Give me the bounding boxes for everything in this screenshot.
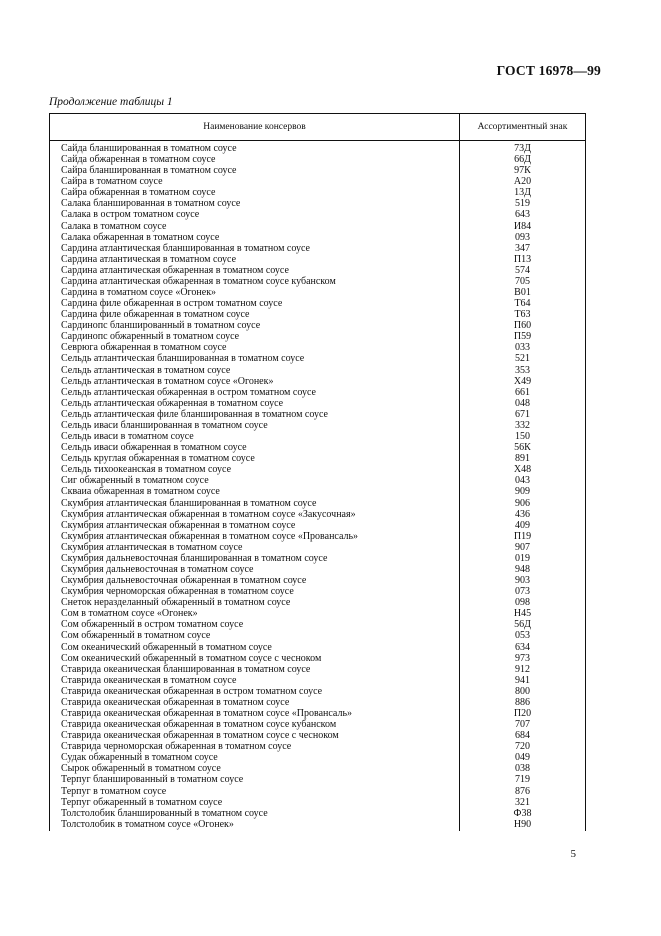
assortment-code: 671 (515, 408, 530, 420)
product-name: Толстолобик в томатном соусе «Огонек» (61, 818, 234, 830)
product-name: Сом обжаренный в томатном соусе (61, 630, 211, 642)
assortment-code: П60 (513, 320, 532, 332)
product-name: Терпуг в томатном соусе (61, 785, 167, 797)
assortment-code: П13 (513, 253, 532, 265)
assortment-code: 13Д (514, 187, 531, 199)
products-table (49, 113, 586, 831)
table-row (50, 509, 585, 520)
assortment-code: 574 (515, 264, 530, 276)
assortment-code: 353 (515, 364, 530, 376)
assortment-code: 886 (515, 696, 530, 708)
table-row (50, 265, 585, 276)
product-name: Скумбрия дальневосточная в томатном соусе (61, 563, 254, 575)
table-row (50, 719, 585, 730)
table-row (50, 542, 585, 553)
table-row (50, 442, 585, 453)
product-name: Скумбрия атлантическая обжаренная в томатном соусе «Закусочная» (61, 508, 356, 520)
table-row (50, 464, 585, 475)
assortment-code: Н45 (513, 608, 532, 620)
assortment-code: 661 (515, 386, 530, 398)
assortment-code: 906 (515, 497, 530, 509)
assortment-code: 876 (515, 785, 530, 797)
product-name: Сельдь атлантическая в томатном соусе (61, 364, 231, 376)
product-name: Сельдь иваси в томатном соусе (61, 431, 194, 443)
product-name: Сырок обжаренный в томатном соусе (61, 763, 221, 775)
table-row (50, 642, 585, 653)
assortment-code: 093 (515, 231, 530, 243)
assortment-code: 332 (515, 419, 530, 431)
product-name: Сардинопс обжаренный в томатном соусе (61, 331, 240, 343)
product-name: Сельдь иваси бланшированная в томатном соусе (61, 419, 268, 431)
assortment-code: П20 (513, 707, 532, 719)
product-name: Ставрида океаническая обжаренная в томатном соусе кубанском (61, 719, 337, 731)
table-row (50, 686, 585, 697)
table-row (50, 176, 585, 187)
table-row (50, 365, 585, 376)
product-name: Сельдь атлантическая филе бланшированная в томатном соусе (61, 408, 328, 420)
product-name: Сайра в томатном соусе (61, 176, 163, 188)
table-row (50, 741, 585, 752)
product-name: Сардина атлантическая обжаренная в томатном соусе (61, 264, 289, 276)
product-name: Ставрида океаническая обжаренная в томатном соусе с чесноком (61, 730, 339, 742)
assortment-code: 053 (515, 630, 530, 642)
table-continuation-caption: Продолжение таблицы 1 (49, 96, 173, 108)
assortment-code: Н90 (513, 818, 532, 830)
table-row (50, 420, 585, 431)
table-row (50, 586, 585, 597)
assortment-code: 891 (515, 453, 530, 465)
table-row (50, 209, 585, 220)
assortment-code: 948 (515, 563, 530, 575)
product-name: Скумбрия дальневосточная бланшированная в томатном соусе (61, 552, 328, 564)
table-row (50, 797, 585, 808)
product-name: Салака в остром томатном соусе (61, 209, 200, 221)
table-header (50, 114, 585, 141)
assortment-code: 643 (515, 209, 530, 221)
table-row (50, 198, 585, 209)
table-row (50, 243, 585, 254)
assortment-code: 707 (515, 719, 530, 731)
table-row (50, 664, 585, 675)
product-name: Салака обжаренная в томатном соусе (61, 231, 220, 243)
assortment-code: 048 (515, 397, 530, 409)
product-name: Сом в томатном соусе «Огонек» (61, 608, 198, 620)
product-name: Толстолобик бланшированный в томатном соусе (61, 807, 268, 819)
table-row (50, 475, 585, 486)
product-name: Сардина атлантическая бланшированная в томатном соусе (61, 242, 310, 254)
product-name: Сардина атлантическая обжаренная в томатном соусе кубанском (61, 275, 336, 287)
assortment-code: 907 (515, 541, 530, 553)
product-name: Ставрида океаническая обжаренная в остром томатном соусе (61, 685, 323, 697)
product-name: Сельдь тихоокеанская в томатном соусе (61, 464, 232, 476)
assortment-code: 347 (515, 242, 530, 254)
assortment-code: 098 (515, 597, 530, 609)
table-body (50, 143, 585, 830)
table-row (50, 498, 585, 509)
assortment-code: 705 (515, 275, 530, 287)
product-name: Сардинопс бланшированный в томатном соусе (61, 320, 261, 332)
product-name: Терпуг обжаренный в томатном соусе (61, 796, 223, 808)
assortment-code: 150 (515, 431, 530, 443)
product-name: Сардина филе обжаренная в остром томатном соусе (61, 298, 283, 310)
assortment-code: 56Д (514, 619, 531, 631)
product-name: Скумбрия дальневосточная обжаренная в томатном соусе (61, 575, 307, 587)
assortment-code: 409 (515, 519, 530, 531)
product-name: Сайда обжаренная в томатном соусе (61, 154, 216, 166)
assortment-code: 634 (515, 641, 530, 653)
table-row (50, 708, 585, 719)
product-name: Сельдь круглая обжаренная в томатном соусе (61, 453, 255, 465)
table-row (50, 143, 585, 154)
assortment-code: 909 (515, 486, 530, 498)
assortment-code: 038 (515, 763, 530, 775)
table-row (50, 564, 585, 575)
product-name: Сайда бланшированная в томатном соусе (61, 143, 237, 154)
assortment-code: 903 (515, 575, 530, 587)
product-name: Ставрида океаническая обжаренная в томатном соусе (61, 696, 290, 708)
table-row (50, 187, 585, 198)
product-name: Скумбрия атлантическая обжаренная в томатном соусе (61, 519, 296, 531)
product-name: Судак обжаренный в томатном соусе (61, 752, 218, 764)
table-row (50, 597, 585, 608)
table-row (50, 575, 585, 586)
table-row (50, 486, 585, 497)
table-row (50, 630, 585, 641)
table-row (50, 276, 585, 287)
table-row (50, 697, 585, 708)
table-row (50, 653, 585, 664)
product-name: Сельдь иваси обжаренная в томатном соусе (61, 442, 247, 454)
product-name: Ставрида океаническая бланшированная в томатном соусе (61, 663, 311, 675)
assortment-code: 321 (515, 796, 530, 808)
table-row (50, 409, 585, 420)
table-row (50, 520, 585, 531)
product-name: Салака в томатном соусе (61, 220, 167, 232)
assortment-code: 941 (515, 674, 530, 686)
table-row (50, 353, 585, 364)
table-row (50, 298, 585, 309)
product-name: Сом обжаренный в остром томатном соусе (61, 619, 244, 631)
product-name: Скваиа обжаренная в томатном соусе (61, 486, 220, 498)
assortment-code: П19 (513, 530, 532, 542)
product-name: Севрюга обжаренная в томатном соусе (61, 342, 227, 354)
assortment-code: 519 (515, 198, 530, 210)
assortment-code: 66Д (514, 154, 531, 166)
assortment-code: Х48 (513, 464, 532, 476)
assortment-code: Т63 (514, 309, 531, 321)
table-row (50, 730, 585, 741)
table-row (50, 342, 585, 353)
product-name: Сельдь атлантическая обжаренная в остром томатном соусе (61, 386, 316, 398)
assortment-code: В01 (514, 287, 531, 299)
assortment-code: 033 (515, 342, 530, 354)
product-name: Сельдь атлантическая бланшированная в томатном соусе (61, 353, 305, 365)
page-number: 5 (570, 848, 576, 860)
product-name: Сайра обжаренная в томатном соусе (61, 187, 216, 199)
assortment-code: 049 (515, 752, 530, 764)
assortment-code: И84 (513, 220, 532, 232)
assortment-code: 684 (515, 730, 530, 742)
table-row (50, 553, 585, 564)
assortment-code: 043 (515, 475, 530, 487)
table-row (50, 376, 585, 387)
product-name: Сельдь атлантическая обжаренная в томатном соусе (61, 397, 284, 409)
table-row (50, 309, 585, 320)
product-name: Ставрида черноморская обжаренная в томатном соусе (61, 741, 292, 753)
product-name: Сом океанический обжаренный в томатном соусе (61, 641, 272, 653)
assortment-code: Ф38 (513, 807, 532, 819)
product-name: Сельдь атлантическая в томатном соусе «Огонек» (61, 375, 274, 387)
assortment-code: 436 (515, 508, 530, 520)
assortment-code: Х49 (513, 375, 532, 387)
table-row (50, 287, 585, 298)
table-row (50, 431, 585, 442)
table-row (50, 320, 585, 331)
column-header-name: Наименование консервов (203, 122, 306, 132)
assortment-code: 019 (515, 552, 530, 564)
table-row (50, 675, 585, 686)
product-name: Сардина филе обжаренная в томатном соусе (61, 309, 250, 321)
assortment-code: 912 (515, 663, 530, 675)
assortment-code: 073 (515, 586, 530, 598)
table-row (50, 619, 585, 630)
table-row (50, 763, 585, 774)
product-name: Сом океанический обжаренный в томатном соусе с чесноком (61, 652, 322, 664)
assortment-code: 521 (515, 353, 530, 365)
product-name: Скумбрия черноморская обжаренная в томатном соусе (61, 586, 294, 598)
standard-number: ГОСТ 16978—99 (496, 63, 601, 78)
product-name: Сардина атлантическая в томатном соусе (61, 253, 237, 265)
product-name: Терпуг бланшированный в томатном соусе (61, 774, 244, 786)
table-row (50, 774, 585, 785)
table-row (50, 254, 585, 265)
product-name: Скумбрия атлантическая обжаренная в томатном соусе «Провансаль» (61, 530, 359, 542)
table-row (50, 608, 585, 619)
table-row (50, 165, 585, 176)
product-name: Сайра бланшированная в томатном соусе (61, 165, 237, 177)
assortment-code: П59 (513, 331, 532, 343)
product-name: Ставрида океаническая обжаренная в томатном соусе «Провансаль» (61, 707, 353, 719)
product-name: Ставрида океаническая в томатном соусе (61, 674, 237, 686)
column-header-code: Ассортиментный знак (477, 122, 568, 132)
assortment-code: 97К (514, 165, 531, 177)
assortment-code: 719 (515, 774, 530, 786)
assortment-code: Т64 (514, 298, 531, 310)
table-row (50, 154, 585, 165)
assortment-code: 800 (515, 685, 530, 697)
assortment-code: А20 (513, 176, 532, 188)
product-name: Сиг обжаренный в томатном соусе (61, 475, 209, 487)
table-row (50, 531, 585, 542)
table-row (50, 808, 585, 819)
product-name: Сардина в томатном соусе «Огонек» (61, 287, 217, 299)
product-name: Скумбрия атлантическая бланшированная в томатном соусе (61, 497, 317, 509)
table-row (50, 453, 585, 464)
product-name: Скумбрия атлантическая в томатном соусе (61, 541, 243, 553)
assortment-code: 720 (515, 741, 530, 753)
table-row (50, 752, 585, 763)
table-row (50, 232, 585, 243)
table-row (50, 819, 585, 830)
product-name: Снеток неразделанный обжаренный в томатном соусе (61, 597, 291, 609)
table-row (50, 786, 585, 797)
assortment-code: 973 (515, 652, 530, 664)
assortment-code: 56К (514, 442, 531, 454)
table-row (50, 387, 585, 398)
table-row (50, 221, 585, 232)
product-name: Салака бланшированная в томатном соусе (61, 198, 241, 210)
assortment-code: 73Д (514, 143, 531, 154)
table-row (50, 398, 585, 409)
table-row (50, 331, 585, 342)
